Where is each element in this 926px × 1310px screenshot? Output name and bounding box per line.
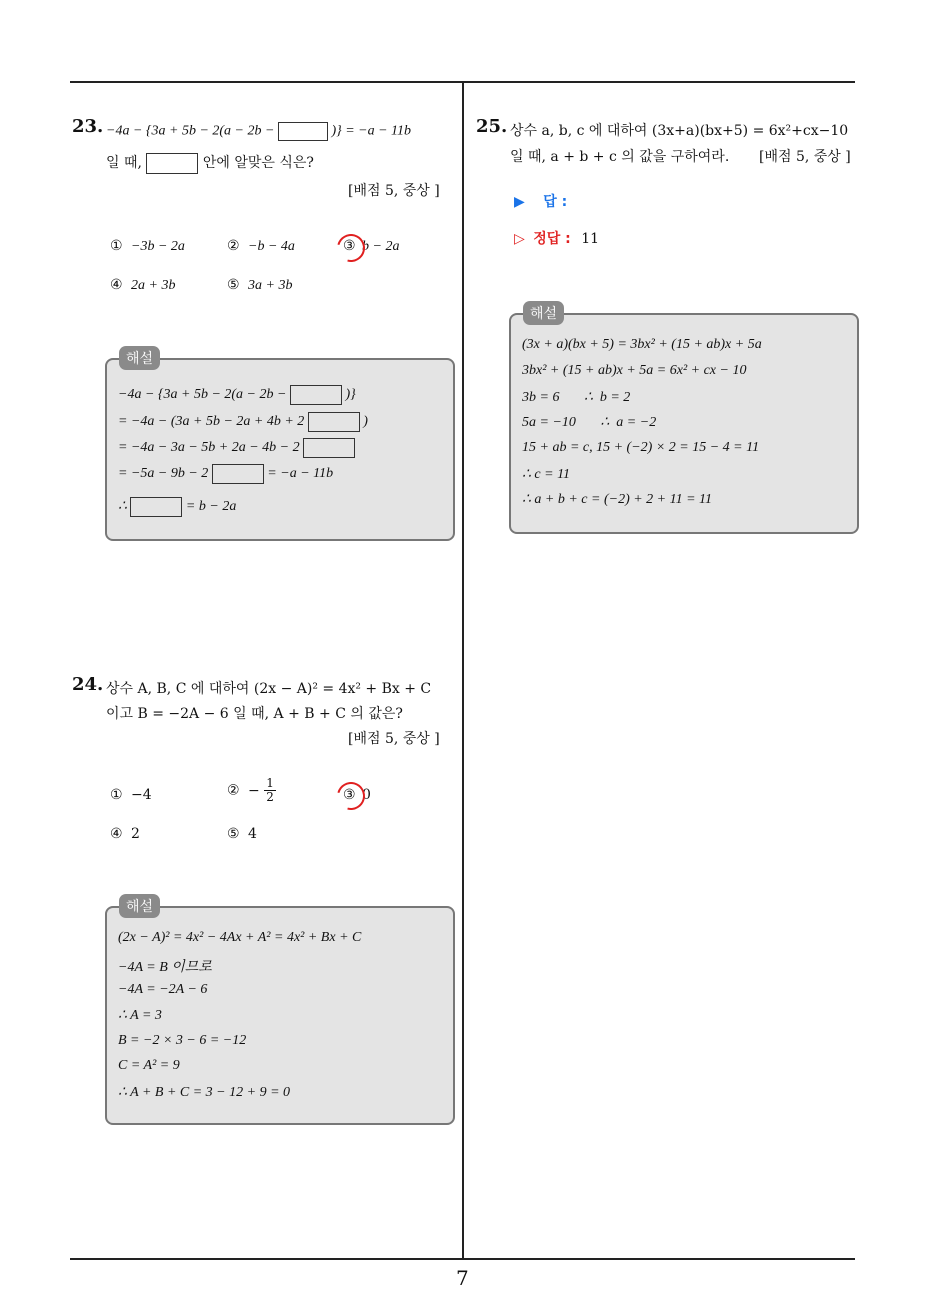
question-24-line2: 이고 B = −2A − 6 일 때, A + B + C 의 값은? [106,706,403,722]
column-divider [462,83,464,1259]
question-25-line2: 일 때, a + b + c 의 값을 구하여라. [510,149,730,165]
q24-choice-5[interactable] [227,826,257,842]
q25-explain-line-6: ∴ c = 11 [522,467,571,482]
question-23-score: [배점 5, 중상 ] [348,183,440,199]
correct-answer-row [514,228,599,248]
q23-choice-2[interactable] [227,238,295,255]
choice-text: 2a + 3b [131,278,176,293]
explain-text: = −a − 11b [267,466,334,482]
question-25-line1: 상수 a, b, c 에 대하여 (3x+a)(bx+5) = 6x²+cx−10 [510,123,849,139]
correct-answer-value: 11 [581,231,600,247]
fraction [264,777,276,804]
answer-blank [278,122,328,141]
q24-explain-line-6: C = A² = 9 [118,1058,180,1073]
answer-blank [303,438,355,458]
answer-blank [290,385,342,405]
question-23-line1 [106,122,411,141]
question-24-number: 24. [72,674,104,695]
explain-text: = −4a − 3a − 5b + 2a − 4b − 2 [118,440,300,456]
choice-number: ④ [110,277,123,293]
correct-answer-label: 정답 : [533,231,571,247]
answer-blank [308,412,360,432]
correct-answer-circle-mark [332,229,370,267]
question-25-score: [배점 5, 중상 ] [759,149,851,165]
q24-explain-line-1: (2x − A)² = 4x² − 4Ax + A² = 4x² + Bx + C [118,930,362,945]
q24-explain-line-2: −4A = B 이므로 [118,960,212,975]
explain-text: = −4a − (3a + 5b − 2a + 4b + 2 [118,414,305,430]
choice-number: ③ [343,787,356,803]
choice-text: −3b − 2a [131,239,185,254]
answer-blank [130,497,182,517]
q24-choice-2[interactable] [227,777,276,804]
q25-explain-line-2: 3bx² + (15 + ab)x + 5a = 6x² + cx − 10 [522,363,747,378]
choice-text: 4 [248,826,257,842]
explain-text: −4a − {3a + 5b − 2(a − 2b − [118,387,287,403]
choice-text: b − 2a [362,239,400,254]
choice-text: 3a + 3b [248,278,293,293]
question-24-line1: 상수 A, B, C 에 대하여 (2x − A)² = 4x² + Bx + C [106,681,432,697]
answer-blank [212,464,264,484]
choice-text: 2 [131,826,140,842]
q23-explain-line-1 [118,385,356,405]
outline-triangle-icon: ▷ [514,231,525,247]
fraction-denominator: 2 [266,790,274,804]
explain-text: = −5a − 9b − 2 [118,466,209,482]
q25-explain-line-7: ∴ a + b + c = (−2) + 2 + 11 = 11 [522,492,712,507]
answer-blank [146,153,198,174]
q25-explain-line-3: 3b = 6 ∴ b = 2 [522,390,631,405]
q24-choice-4[interactable] [110,826,140,842]
explanation-label: 해설 [119,894,160,918]
q24-explain-line-4: ∴ A = 3 [118,1008,162,1023]
q25-explain-line-5: 15 + ab = c, 15 + (−2) × 2 = 15 − 4 = 11 [522,440,760,455]
explain-text: ∴ [118,499,127,515]
answer-label: 답 : [543,194,568,210]
choice-number: ⑤ [227,826,240,842]
q23-choice-1[interactable] [110,238,185,255]
explain-text: = b − 2a [185,499,237,515]
choice-text: −b − 4a [248,239,295,254]
choice-number: ② [227,238,240,254]
choice-number: ③ [343,238,356,254]
question-25-number: 25. [476,116,508,137]
choice-number: ① [110,787,123,803]
explanation-label: 해설 [523,301,564,325]
q23-choice-4[interactable] [110,277,175,294]
choice-number: ④ [110,826,123,842]
play-triangle-icon: ▶ [514,194,525,210]
explanation-label: 해설 [119,346,160,370]
q24-explain-line-3: −4A = −2A − 6 [118,982,208,997]
fraction-numerator: 1 [266,776,274,790]
question-23-number: 23. [72,116,104,137]
q23-explain-line-3 [118,438,355,458]
q23-choice-5[interactable] [227,277,292,294]
q25-explain-line-1: (3x + a)(bx + 5) = 3bx² + (15 + ab)x + 5a [522,337,762,352]
page-number: 7 [456,1266,469,1290]
choice-text: 0 [362,787,371,803]
choice-sign: − [248,782,260,799]
question-23-expr-a: −4a − {3a + 5b − 2(a − 2b − [106,123,275,139]
explain-text: ) [363,414,368,430]
choice-number: ② [227,782,240,799]
explain-text: )} [345,387,356,403]
q23-explain-line-4 [118,464,333,484]
question-23-text-b: 안에 알맞은 식은? [202,155,314,171]
question-24-score: [배점 5, 중상 ] [348,731,440,747]
q23-explain-line-5 [118,497,236,517]
question-23-text-a: 일 때, [106,155,142,171]
q23-explain-line-2 [118,412,368,432]
choice-number: ① [110,238,123,254]
answer-row[interactable] [514,191,567,211]
q24-explain-line-5: B = −2 × 3 − 6 = −12 [118,1033,247,1048]
choice-text: −4 [131,787,152,803]
question-23-line2 [106,152,314,174]
question-23-expr-b: )} = −a − 11b [331,123,412,139]
q25-explain-line-4: 5a = −10 ∴ a = −2 [522,415,657,430]
choice-number: ⑤ [227,277,240,293]
correct-answer-circle-mark [332,777,370,815]
q24-choice-1[interactable] [110,787,152,803]
bottom-rule [70,1258,855,1260]
q24-explain-line-7: ∴ A + B + C = 3 − 12 + 9 = 0 [118,1085,291,1100]
